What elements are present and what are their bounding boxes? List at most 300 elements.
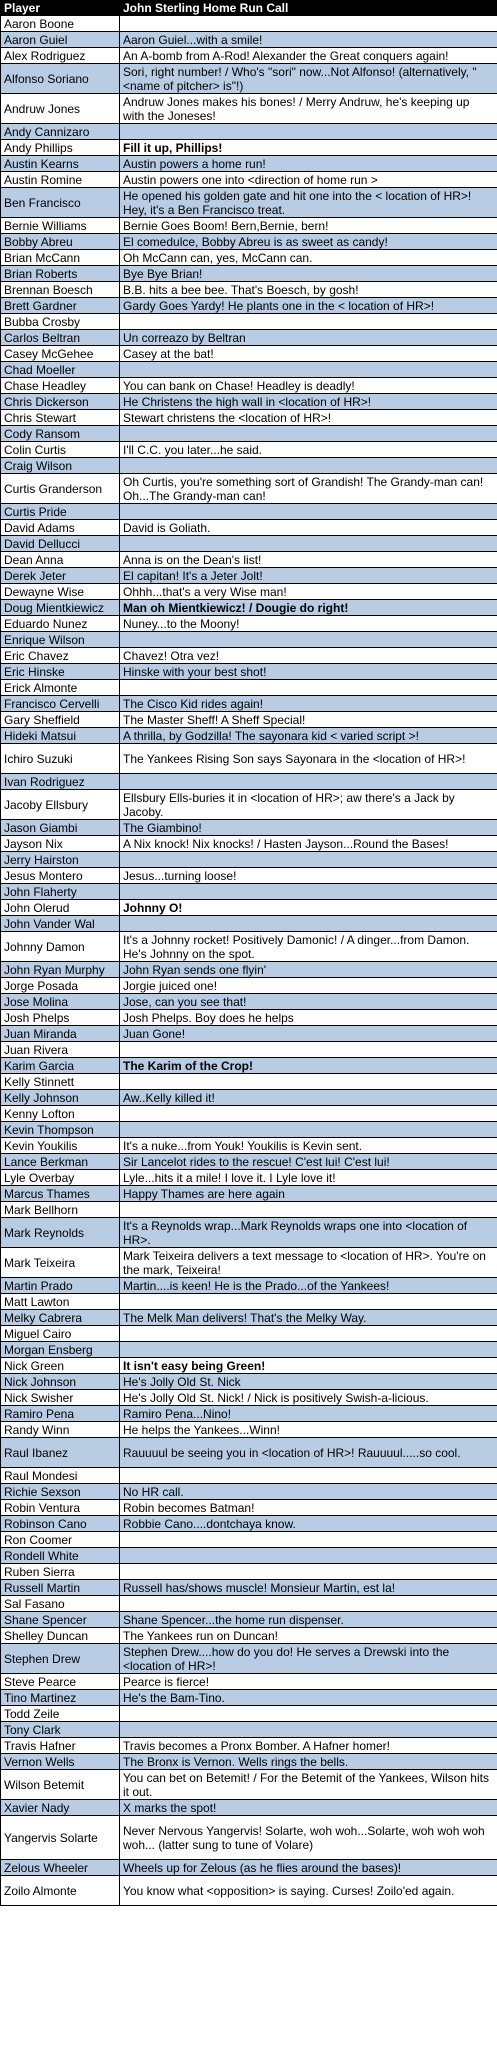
home-run-call-cell: Sori, right number! / Who's "sori" now...Not Alfonso! (alternatively, "<name of pitcher> is"!) xyxy=(120,64,497,94)
table-row xyxy=(1,836,497,852)
table-row xyxy=(1,1058,497,1074)
player-name-cell: Sal Fasano xyxy=(1,1596,120,1612)
table-row xyxy=(1,1218,497,1248)
player-name-cell: Kelly Stinnett xyxy=(1,1074,120,1090)
table-row xyxy=(1,1122,497,1138)
home-run-call-cell xyxy=(120,314,497,330)
table-row xyxy=(1,1422,497,1438)
table-row xyxy=(1,1816,497,1860)
home-run-call-cell: The Bronx is Vernon. Wells rings the bells. xyxy=(120,1754,497,1770)
home-run-call-cell xyxy=(120,1564,497,1580)
home-run-call-cell xyxy=(120,1342,497,1358)
player-name-cell: Stephen Drew xyxy=(1,1644,120,1674)
player-name-cell: John Ryan Murphy xyxy=(1,962,120,978)
home-run-call-cell xyxy=(120,1706,497,1722)
player-name-cell: Dean Anna xyxy=(1,552,120,568)
home-run-call-cell: He's Jolly Old St. Nick xyxy=(120,1374,497,1390)
player-name-cell: Jayson Nix xyxy=(1,836,120,852)
player-name-cell: John Vander Wal xyxy=(1,916,120,932)
player-name-cell: Matt Lawton xyxy=(1,1294,120,1310)
table-row xyxy=(1,680,497,696)
table-row xyxy=(1,1722,497,1738)
home-run-call-cell: No HR call. xyxy=(120,1484,497,1500)
player-name-cell: Enrique Wilson xyxy=(1,632,120,648)
home-run-call-cell: It's a nuke...from Youk! Youkilis is Kevin sent. xyxy=(120,1138,497,1154)
table-row xyxy=(1,1310,497,1326)
home-run-call-cell: A thrilla, by Godzilla! The sayonara kid < varied script >! xyxy=(120,728,497,744)
table-row xyxy=(1,426,497,442)
home-run-call-cell xyxy=(120,774,497,790)
table-row xyxy=(1,1548,497,1564)
player-name-cell: Kevin Thompson xyxy=(1,1122,120,1138)
player-name-cell: Bubba Crosby xyxy=(1,314,120,330)
player-name-cell: Jacoby Ellsbury xyxy=(1,790,120,820)
player-name-cell: Jose Molina xyxy=(1,994,120,1010)
player-name-cell: Zoilo Almonte xyxy=(1,1876,120,1906)
table-row xyxy=(1,1596,497,1612)
home-run-call-cell: Man oh Mientkiewicz! / Dougie do right! xyxy=(120,600,497,616)
home-run-call-cell xyxy=(120,536,497,552)
player-name-cell: Chris Dickerson xyxy=(1,394,120,410)
table-row xyxy=(1,1706,497,1722)
home-run-call-cell: I'll C.C. you later...he said. xyxy=(120,442,497,458)
table-row xyxy=(1,1170,497,1186)
table-row xyxy=(1,1374,497,1390)
table-row xyxy=(1,744,497,774)
table-row xyxy=(1,250,497,266)
table-row xyxy=(1,234,497,250)
home-run-call-cell: Robbie Cano....dontchaya know. xyxy=(120,1516,497,1532)
home-run-call-cell: Sir Lancelot rides to the rescue! C'est lui! C'est lui! xyxy=(120,1154,497,1170)
home-run-call-cell: The Yankees run on Duncan! xyxy=(120,1628,497,1644)
home-run-call-cell: Bernie Goes Boom! Bern,Bernie, bern! xyxy=(120,218,497,234)
player-name-cell: John Olerud xyxy=(1,900,120,916)
player-name-cell: Dewayne Wise xyxy=(1,584,120,600)
table-row xyxy=(1,64,497,94)
home-run-call-cell xyxy=(120,1722,497,1738)
player-name-cell: Mark Teixeira xyxy=(1,1248,120,1278)
table-row xyxy=(1,1248,497,1278)
home-run-call-cell: The Cisco Kid rides again! xyxy=(120,696,497,712)
home-run-call-cell: Oh McCann can, yes, McCann can. xyxy=(120,250,497,266)
home-run-call-cell: Josh Phelps. Boy does he helps xyxy=(120,1010,497,1026)
table-row xyxy=(1,1738,497,1754)
player-name-cell: Lyle Overbay xyxy=(1,1170,120,1186)
home-run-call-cell xyxy=(120,1106,497,1122)
home-run-call-cell: Casey at the bat! xyxy=(120,346,497,362)
player-name-cell: Richie Sexson xyxy=(1,1484,120,1500)
home-run-call-cell xyxy=(120,632,497,648)
table-row xyxy=(1,1090,497,1106)
table-row xyxy=(1,568,497,584)
table-row xyxy=(1,1644,497,1674)
player-name-cell: Juan Rivera xyxy=(1,1042,120,1058)
table-row xyxy=(1,1390,497,1406)
table-row xyxy=(1,536,497,552)
player-name-cell: Doug Mientkiewicz xyxy=(1,600,120,616)
table-row xyxy=(1,932,497,962)
player-name-cell: Wilson Betemit xyxy=(1,1770,120,1800)
player-name-cell: Todd Zeile xyxy=(1,1706,120,1722)
table-row xyxy=(1,1800,497,1816)
player-name-cell: Alex Rodriguez xyxy=(1,48,120,64)
player-name-cell: Alfonso Soriano xyxy=(1,64,120,94)
player-name-cell: Austin Romine xyxy=(1,172,120,188)
home-run-call-cell: Aaron Guiel...with a smile! xyxy=(120,32,497,48)
table-row xyxy=(1,1342,497,1358)
home-run-call-cell: It's a Reynolds wrap...Mark Reynolds wraps one into <location of HR>. xyxy=(120,1218,497,1248)
home-run-call-cell: An A-bomb from A-Rod! Alexander the Great conquers again! xyxy=(120,48,497,64)
home-run-call-cell: It isn't easy being Green! xyxy=(120,1358,497,1374)
player-column-header: Player xyxy=(1,1,120,16)
player-name-cell: Chase Headley xyxy=(1,378,120,394)
player-name-cell: Andy Cannizaro xyxy=(1,124,120,140)
table-row xyxy=(1,600,497,616)
home-run-call-cell xyxy=(120,1042,497,1058)
home-run-call-cell xyxy=(120,1468,497,1484)
table-row xyxy=(1,298,497,314)
home-run-call-cell xyxy=(120,1294,497,1310)
table-row xyxy=(1,648,497,664)
table-row xyxy=(1,1612,497,1628)
table-row xyxy=(1,790,497,820)
table-row xyxy=(1,900,497,916)
table-row xyxy=(1,94,497,124)
player-name-cell: Nick Swisher xyxy=(1,1390,120,1406)
home-run-call-cell: Jose, can you see that! xyxy=(120,994,497,1010)
home-run-call-cell: Ohhh...that's a very Wise man! xyxy=(120,584,497,600)
player-name-cell: Ramiro Pena xyxy=(1,1406,120,1422)
home-run-call-cell: Gardy Goes Yardy! He plants one in the < location of HR>! xyxy=(120,298,497,314)
home-run-call-cell: Anna is on the Dean's list! xyxy=(120,552,497,568)
table-row xyxy=(1,266,497,282)
player-name-cell: Lance Berkman xyxy=(1,1154,120,1170)
player-name-cell: Chad Moeller xyxy=(1,362,120,378)
player-name-cell: Curtis Pride xyxy=(1,504,120,520)
player-name-cell: Miguel Cairo xyxy=(1,1326,120,1342)
player-name-cell: Jesus Montero xyxy=(1,868,120,884)
player-name-cell: Shelley Duncan xyxy=(1,1628,120,1644)
player-name-cell: Cody Ransom xyxy=(1,426,120,442)
player-name-cell: Francisco Cervelli xyxy=(1,696,120,712)
table-row xyxy=(1,188,497,218)
home-run-call-cell: Robin becomes Batman! xyxy=(120,1500,497,1516)
table-row xyxy=(1,378,497,394)
player-name-cell: Juan Miranda xyxy=(1,1026,120,1042)
player-name-cell: Martin Prado xyxy=(1,1278,120,1294)
player-name-cell: Eric Hinske xyxy=(1,664,120,680)
header-row xyxy=(1,1,497,16)
table-row xyxy=(1,1154,497,1170)
home-run-call-cell xyxy=(120,124,497,140)
player-name-cell: Tino Martinez xyxy=(1,1690,120,1706)
home-run-call-cell: Happy Thames are here again xyxy=(120,1186,497,1202)
home-run-call-cell xyxy=(120,1074,497,1090)
home-run-call-cell: The Master Sheff! A Sheff Special! xyxy=(120,712,497,728)
player-name-cell: Nick Green xyxy=(1,1358,120,1374)
table-row xyxy=(1,1754,497,1770)
home-run-call-cell: Chavez! Otra vez! xyxy=(120,648,497,664)
table-row xyxy=(1,362,497,378)
player-name-cell: Aaron Guiel xyxy=(1,32,120,48)
home-run-call-cell xyxy=(120,1596,497,1612)
home-run-call-cell: David is Goliath. xyxy=(120,520,497,536)
player-name-cell: Rondell White xyxy=(1,1548,120,1564)
player-name-cell: Bobby Abreu xyxy=(1,234,120,250)
table-row xyxy=(1,1690,497,1706)
table-row xyxy=(1,994,497,1010)
table-row xyxy=(1,124,497,140)
player-name-cell: Jason Giambi xyxy=(1,820,120,836)
table-row xyxy=(1,1406,497,1422)
home-run-call-cell xyxy=(120,362,497,378)
player-name-cell: Yangervis Solarte xyxy=(1,1816,120,1860)
table-row xyxy=(1,632,497,648)
call-column-header: John Sterling Home Run Call xyxy=(120,1,497,16)
home-run-call-cell: Bye Bye Brian! xyxy=(120,266,497,282)
table-row xyxy=(1,474,497,504)
home-run-call-cell: El capitan! It's a Jeter Jolt! xyxy=(120,568,497,584)
home-run-call-cell xyxy=(120,680,497,696)
player-name-cell: Ron Coomer xyxy=(1,1532,120,1548)
home-run-call-cell: You can bet on Betemit! / For the Betemit of the Yankees, Wilson hits it out. xyxy=(120,1770,497,1800)
table-row xyxy=(1,1026,497,1042)
player-name-cell: Travis Hafner xyxy=(1,1738,120,1754)
player-name-cell: Austin Kearns xyxy=(1,156,120,172)
table-row xyxy=(1,820,497,836)
table-row xyxy=(1,442,497,458)
table-row xyxy=(1,1860,497,1876)
player-name-cell: Hideki Matsui xyxy=(1,728,120,744)
table-row xyxy=(1,1106,497,1122)
player-name-cell: Derek Jeter xyxy=(1,568,120,584)
player-name-cell: Casey McGehee xyxy=(1,346,120,362)
home-run-call-cell: Rauuuul be seeing you in <location of HR>! Rauuuul.....so cool. xyxy=(120,1438,497,1468)
table-row xyxy=(1,616,497,632)
home-run-call-cell: Aw..Kelly killed it! xyxy=(120,1090,497,1106)
table-row xyxy=(1,728,497,744)
player-name-cell: Brennan Boesch xyxy=(1,282,120,298)
table-row xyxy=(1,458,497,474)
home-run-call-cell xyxy=(120,458,497,474)
home-run-call-cell: Hinske with your best shot! xyxy=(120,664,497,680)
player-name-cell: Zelous Wheeler xyxy=(1,1860,120,1876)
player-name-cell: David Dellucci xyxy=(1,536,120,552)
player-name-cell: Brian McCann xyxy=(1,250,120,266)
home-run-call-cell: The Giambino! xyxy=(120,820,497,836)
table-row xyxy=(1,978,497,994)
home-run-call-cell: The Melk Man delivers! That's the Melky Way. xyxy=(120,1310,497,1326)
table-row xyxy=(1,1010,497,1026)
home-run-call-cell: Martin....is keen! He is the Prado...of the Yankees! xyxy=(120,1278,497,1294)
home-run-call-cell: Stewart christens the <location of HR>! xyxy=(120,410,497,426)
table-row xyxy=(1,1042,497,1058)
table-row xyxy=(1,1628,497,1644)
table-row xyxy=(1,218,497,234)
home-run-call-cell: Jesus...turning loose! xyxy=(120,868,497,884)
player-name-cell: Shane Spencer xyxy=(1,1612,120,1628)
table-row xyxy=(1,916,497,932)
home-run-call-cell: Stephen Drew....how do you do! He serves a Drewski into the <location of HR>! xyxy=(120,1644,497,1674)
home-run-call-cell: He opened his golden gate and hit one into the < location of HR>! Hey, it's a Ben Francisco treat. xyxy=(120,188,497,218)
table-row xyxy=(1,314,497,330)
player-name-cell: Xavier Nady xyxy=(1,1800,120,1816)
player-name-cell: Eduardo Nunez xyxy=(1,616,120,632)
table-row xyxy=(1,172,497,188)
player-name-cell: Bernie Williams xyxy=(1,218,120,234)
player-name-cell: Melky Cabrera xyxy=(1,1310,120,1326)
home-run-call-cell: Shane Spencer...the home run dispenser. xyxy=(120,1612,497,1628)
player-name-cell: Ichiro Suzuki xyxy=(1,744,120,774)
home-run-call-cell: Un correazo by Beltran xyxy=(120,330,497,346)
player-name-cell: Mark Bellhorn xyxy=(1,1202,120,1218)
player-name-cell: Gary Sheffield xyxy=(1,712,120,728)
table-row xyxy=(1,410,497,426)
table-row xyxy=(1,1186,497,1202)
player-name-cell: Morgan Ensberg xyxy=(1,1342,120,1358)
home-run-call-cell xyxy=(120,852,497,868)
table-row xyxy=(1,330,497,346)
player-name-cell: Raul Ibanez xyxy=(1,1438,120,1468)
table-row xyxy=(1,1358,497,1374)
table-row xyxy=(1,1580,497,1596)
player-name-cell: John Flaherty xyxy=(1,884,120,900)
table-row xyxy=(1,884,497,900)
table-row xyxy=(1,504,497,520)
player-name-cell: Raul Mondesi xyxy=(1,1468,120,1484)
home-run-call-cell: He helps the Yankees...Winn! xyxy=(120,1422,497,1438)
home-run-call-cell: Nuney...to the Moony! xyxy=(120,616,497,632)
player-name-cell: Nick Johnson xyxy=(1,1374,120,1390)
home-run-call-cell: Travis becomes a Pronx Bomber. A Hafner homer! xyxy=(120,1738,497,1754)
player-name-cell: Brian Roberts xyxy=(1,266,120,282)
home-run-call-cell: Ramiro Pena...Nino! xyxy=(120,1406,497,1422)
home-run-call-cell: Austin powers one into <direction of home run > xyxy=(120,172,497,188)
table-row xyxy=(1,48,497,64)
home-run-call-cell: Pearce is fierce! xyxy=(120,1674,497,1690)
table-row xyxy=(1,32,497,48)
player-name-cell: Robinson Cano xyxy=(1,1516,120,1532)
player-name-cell: Ruben Sierra xyxy=(1,1564,120,1580)
home-run-call-cell: He's the Bam-Tino. xyxy=(120,1690,497,1706)
home-run-call-cell xyxy=(120,1122,497,1138)
table-row xyxy=(1,774,497,790)
home-run-call-cell: You know what <opposition> is saying. Curses! Zoilo'ed again. xyxy=(120,1876,497,1906)
table-row xyxy=(1,394,497,410)
home-run-call-cell: He Christens the high wall in <location of HR>! xyxy=(120,394,497,410)
player-name-cell: Tony Clark xyxy=(1,1722,120,1738)
table-row xyxy=(1,1532,497,1548)
table-row xyxy=(1,868,497,884)
player-name-cell: Craig Wilson xyxy=(1,458,120,474)
table-row xyxy=(1,696,497,712)
home-run-call-cell: John Ryan sends one flyin' xyxy=(120,962,497,978)
home-run-call-cell xyxy=(120,504,497,520)
home-run-call-cell xyxy=(120,1202,497,1218)
home-run-call-cell xyxy=(120,426,497,442)
home-run-call-cell: The Karim of the Crop! xyxy=(120,1058,497,1074)
table-row xyxy=(1,962,497,978)
table-row xyxy=(1,552,497,568)
table-row xyxy=(1,1674,497,1690)
table-row xyxy=(1,140,497,156)
player-name-cell: Josh Phelps xyxy=(1,1010,120,1026)
player-name-cell: Vernon Wells xyxy=(1,1754,120,1770)
home-run-call-cell: El comedulce, Bobby Abreu is as sweet as candy! xyxy=(120,234,497,250)
home-run-call-cell: Wheels up for Zelous (as he flies around the bases)! xyxy=(120,1860,497,1876)
table-row xyxy=(1,1484,497,1500)
player-name-cell: Curtis Granderson xyxy=(1,474,120,504)
home-run-call-cell: Russell has/shows muscle! Monsieur Martin, est la! xyxy=(120,1580,497,1596)
player-name-cell: Johnny Damon xyxy=(1,932,120,962)
player-name-cell: Brett Gardner xyxy=(1,298,120,314)
table-row xyxy=(1,712,497,728)
player-name-cell: Jerry Hairston xyxy=(1,852,120,868)
player-name-cell: Kenny Lofton xyxy=(1,1106,120,1122)
home-run-call-cell xyxy=(120,916,497,932)
table-row xyxy=(1,852,497,868)
table-row xyxy=(1,156,497,172)
home-run-call-cell: The Yankees Rising Son says Sayonara in the <location of HR>! xyxy=(120,744,497,774)
table-row xyxy=(1,1876,497,1906)
player-name-cell: Eric Chavez xyxy=(1,648,120,664)
player-name-cell: David Adams xyxy=(1,520,120,536)
table-row xyxy=(1,1278,497,1294)
table-row xyxy=(1,520,497,536)
table-row xyxy=(1,1770,497,1800)
home-run-call-cell: Ellsbury Ells-buries it in <location of HR>; aw there's a Jack by Jacoby. xyxy=(120,790,497,820)
player-name-cell: Kevin Youkilis xyxy=(1,1138,120,1154)
table-row xyxy=(1,1564,497,1580)
table-row xyxy=(1,1074,497,1090)
home-run-call-cell xyxy=(120,1326,497,1342)
home-run-call-cell: Oh Curtis, you're something sort of Grandish! The Grandy-man can! Oh...The Grandy-man can! xyxy=(120,474,497,504)
home-run-call-cell: Johnny O! xyxy=(120,900,497,916)
player-name-cell: Erick Almonte xyxy=(1,680,120,696)
table-row xyxy=(1,346,497,362)
home-run-call-cell: X marks the spot! xyxy=(120,1800,497,1816)
table-body xyxy=(1,16,497,1906)
table-row xyxy=(1,1468,497,1484)
player-name-cell: Karim Garcia xyxy=(1,1058,120,1074)
home-run-call-cell xyxy=(120,1532,497,1548)
home-run-call-cell xyxy=(120,16,497,32)
player-name-cell: Jorge Posada xyxy=(1,978,120,994)
home-run-call-cell: B.B. hits a bee bee. That's Boesch, by gosh! xyxy=(120,282,497,298)
home-run-call-cell: He's Jolly Old St. Nick! / Nick is positively Swish-a-licious. xyxy=(120,1390,497,1406)
table-row xyxy=(1,1294,497,1310)
player-name-cell: Steve Pearce xyxy=(1,1674,120,1690)
home-run-call-cell: Lyle...hits it a mile! I love it. I Lyle love it! xyxy=(120,1170,497,1186)
home-run-call-cell: A Nix knock! Nix knocks! / Hasten Jayson...Round the Bases! xyxy=(120,836,497,852)
home-run-call-cell: It's a Johnny rocket! Positively Damonic! / A dinger...from Damon. He's Johnny on the spot. xyxy=(120,932,497,962)
player-name-cell: Carlos Beltran xyxy=(1,330,120,346)
home-run-call-cell xyxy=(120,1548,497,1564)
home-run-call-cell: Fill it up, Phillips! xyxy=(120,140,497,156)
player-name-cell: Chris Stewart xyxy=(1,410,120,426)
table-row xyxy=(1,282,497,298)
table-row xyxy=(1,16,497,32)
player-name-cell: Randy Winn xyxy=(1,1422,120,1438)
table-row xyxy=(1,1326,497,1342)
home-run-call-cell: Mark Teixeira delivers a text message to <location of HR>. You're on the mark, Teixeira! xyxy=(120,1248,497,1278)
table-row xyxy=(1,1500,497,1516)
player-name-cell: Russell Martin xyxy=(1,1580,120,1596)
player-name-cell: Ivan Rodriguez xyxy=(1,774,120,790)
table-row xyxy=(1,1202,497,1218)
table-row xyxy=(1,1138,497,1154)
home-run-call-cell: Andruw Jones makes his bones! / Merry Andruw, he's keeping up with the Joneses! xyxy=(120,94,497,124)
